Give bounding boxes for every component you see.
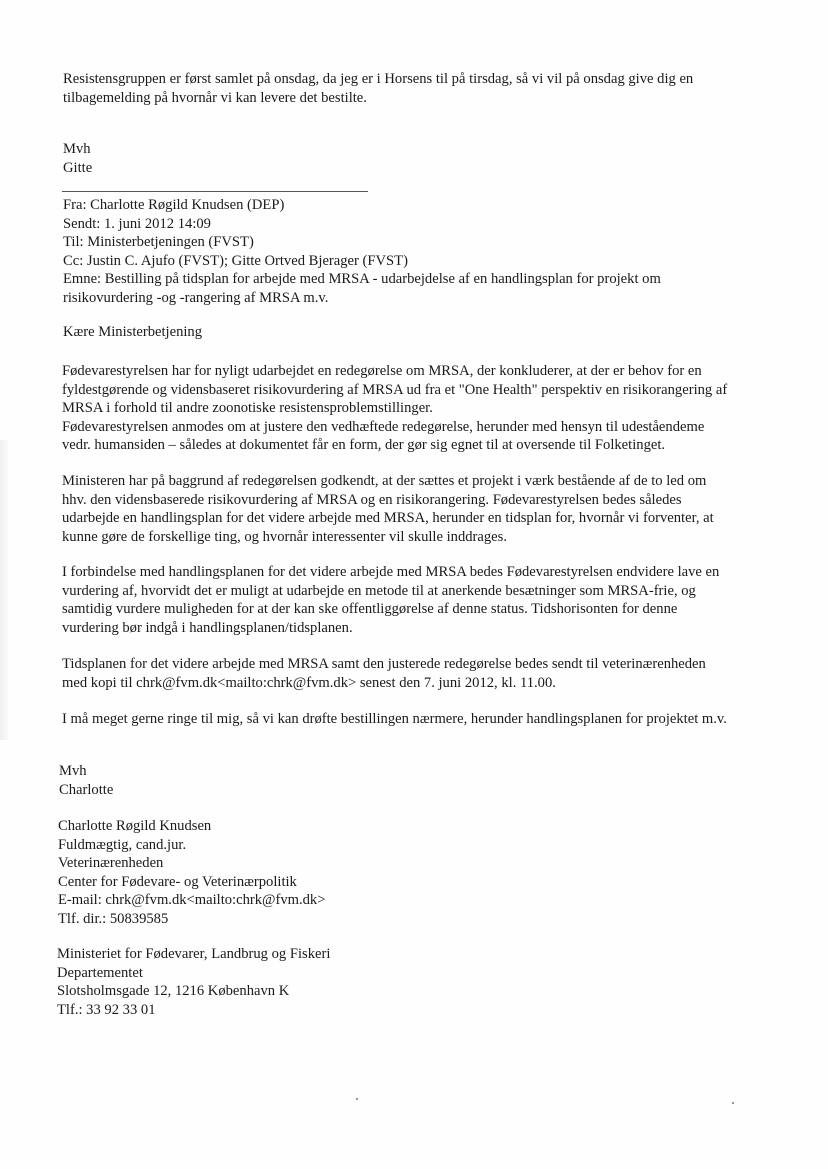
sign-off-name: Charlotte [59,781,114,798]
sign-off [59,762,113,799]
reply-text [63,70,693,107]
paragraph-line: Fødevarestyrelsen har for nyligt udarbejdet en redegørelse om MRSA, der konkluderer, at der er behov for en [62,363,702,379]
paragraph-line: fyldestgørende og vidensbaseret risikovurdering af MRSA ud fra et "One Health" perspektiv en risikorangering af [62,381,728,398]
reply-closing-block [63,140,92,177]
paragraph-line: vurdering bør indgå i handlingsplanen/tidsplanen. [62,619,353,636]
organization-block [57,945,330,1019]
paragraph-line: kunne gøre de forskellige ting, og hvornår interessenter vil skulle inddrages. [62,528,507,545]
reply-signature: Gitte [63,159,93,176]
paragraph-line: I forbindelse med handlingsplanen for det videre arbejde med MRSA bedes Fødevarestyrelsen endvidere lave en [62,564,720,580]
paragraph-5 [62,710,727,729]
signature-phone: Tlf. dir.: 50839585 [58,910,169,927]
organization-phone: Tlf.: 33 92 33 01 [57,1001,156,1018]
organization-address: Slotsholmsgade 12, 1216 København K [57,983,290,999]
scan-speck [356,1098,358,1100]
paragraph-line: Tidsplanen for det videre arbejde med MRSA samt den justerede redegørelse bedes sendt til veterinærenheden [62,656,706,672]
paragraph-line: I må meget gerne ringe til mig, så vi kan drøfte bestillingen nærmere, herunder handlingsplanen for projektet m.v. [62,711,727,727]
paragraph-line: vedr. humansiden – således at dokumentet får en form, der gør sig egnet til at oversende til Folketinget. [62,437,666,453]
signature-email: E-mail: chrk@fvm.dk<mailto:chrk@fvm.dk> [58,892,326,908]
paragraph-line: samtidig vurdere muligheden for at der kan ske offentliggørelse af denne status. Tidshorisonten for denne [62,601,678,617]
salutation [63,323,202,342]
reply-line: tilbagemelding på hvornår vi kan levere det bestilte. [63,89,367,106]
signature-center: Center for Fødevare- og Veterinærpolitik [58,873,297,890]
signature-title: Fuldmægtig, cand.jur. [58,836,187,853]
paragraph-line: Fødevarestyrelsen anmodes om at justere den vedhæftede redegørelse, herunder med hensyn til udeståendeme [62,418,705,435]
paragraph-4 [62,655,706,692]
header-sent: Sendt: 1. juni 2012 14:09 [63,215,211,232]
paragraph-line: MRSA i forhold til andre zoonotiske resistensproblemstillinger. [62,400,433,416]
organization-name: Ministeriet for Fødevarer, Landbrug og Fiskeri [57,946,331,962]
email-header [63,196,661,307]
header-from: Fra: Charlotte Røgild Knudsen (DEP) [63,197,285,213]
salutation-text: Kære Ministerbetjening [63,324,203,340]
header-cc: Cc: Justin C. Ajufo (FVST); Gitte Ortved Bjerager (FVST) [63,252,408,269]
header-subject-continued: risikovurdering -og -rangering af MRSA m.v. [63,289,329,306]
signature-unit: Veterinærenheden [58,855,164,871]
paragraph-line: hhv. den vidensbaserede risikovurdering af MRSA og en risikorangering. Fødevarestyrelsen bedes således [62,491,682,508]
sign-off-closing: Mvh [59,763,87,779]
reply-line: Resistensgruppen er først samlet på onsdag, da jeg er i Horsens til på tirsdag, så vi vil på onsdag give dig en [63,71,694,87]
header-separator-line [62,191,368,192]
signature-block [58,817,325,928]
organization-department: Departementet [57,964,143,981]
paragraph-line: udarbejde en handlingsplan for det videre arbejde med MRSA, herunder en tidsplan for, hvornår vi forventer, at [62,510,714,526]
reply-closing: Mvh [63,141,91,157]
scan-speck [732,1102,734,1104]
paragraph-line: Ministeren har på baggrund af redegørelsen godkendt, at der sættes et projekt i værk bestående af de to led om [62,473,707,489]
header-to: Til: Ministerbetjeningen (FVST) [63,234,254,250]
scan-edge-shadow [0,440,10,740]
paragraph-2 [62,472,714,546]
paragraph-line: vurdering af, hvorvidt det er muligt at udarbejde en metode til at anerkende besætninger som MRSA-frie, og [62,582,696,599]
header-subject: Emne: Bestilling på tidsplan for arbejde med MRSA - udarbejdelse af en handlingsplan for projekt om [63,271,661,287]
paragraph-3 [62,563,719,637]
paragraph-1 [62,362,727,455]
signature-name: Charlotte Røgild Knudsen [58,818,212,834]
paragraph-line: med kopi til chrk@fvm.dk<mailto:chrk@fvm.dk> senest den 7. juni 2012, kl. 11.00. [62,674,556,691]
